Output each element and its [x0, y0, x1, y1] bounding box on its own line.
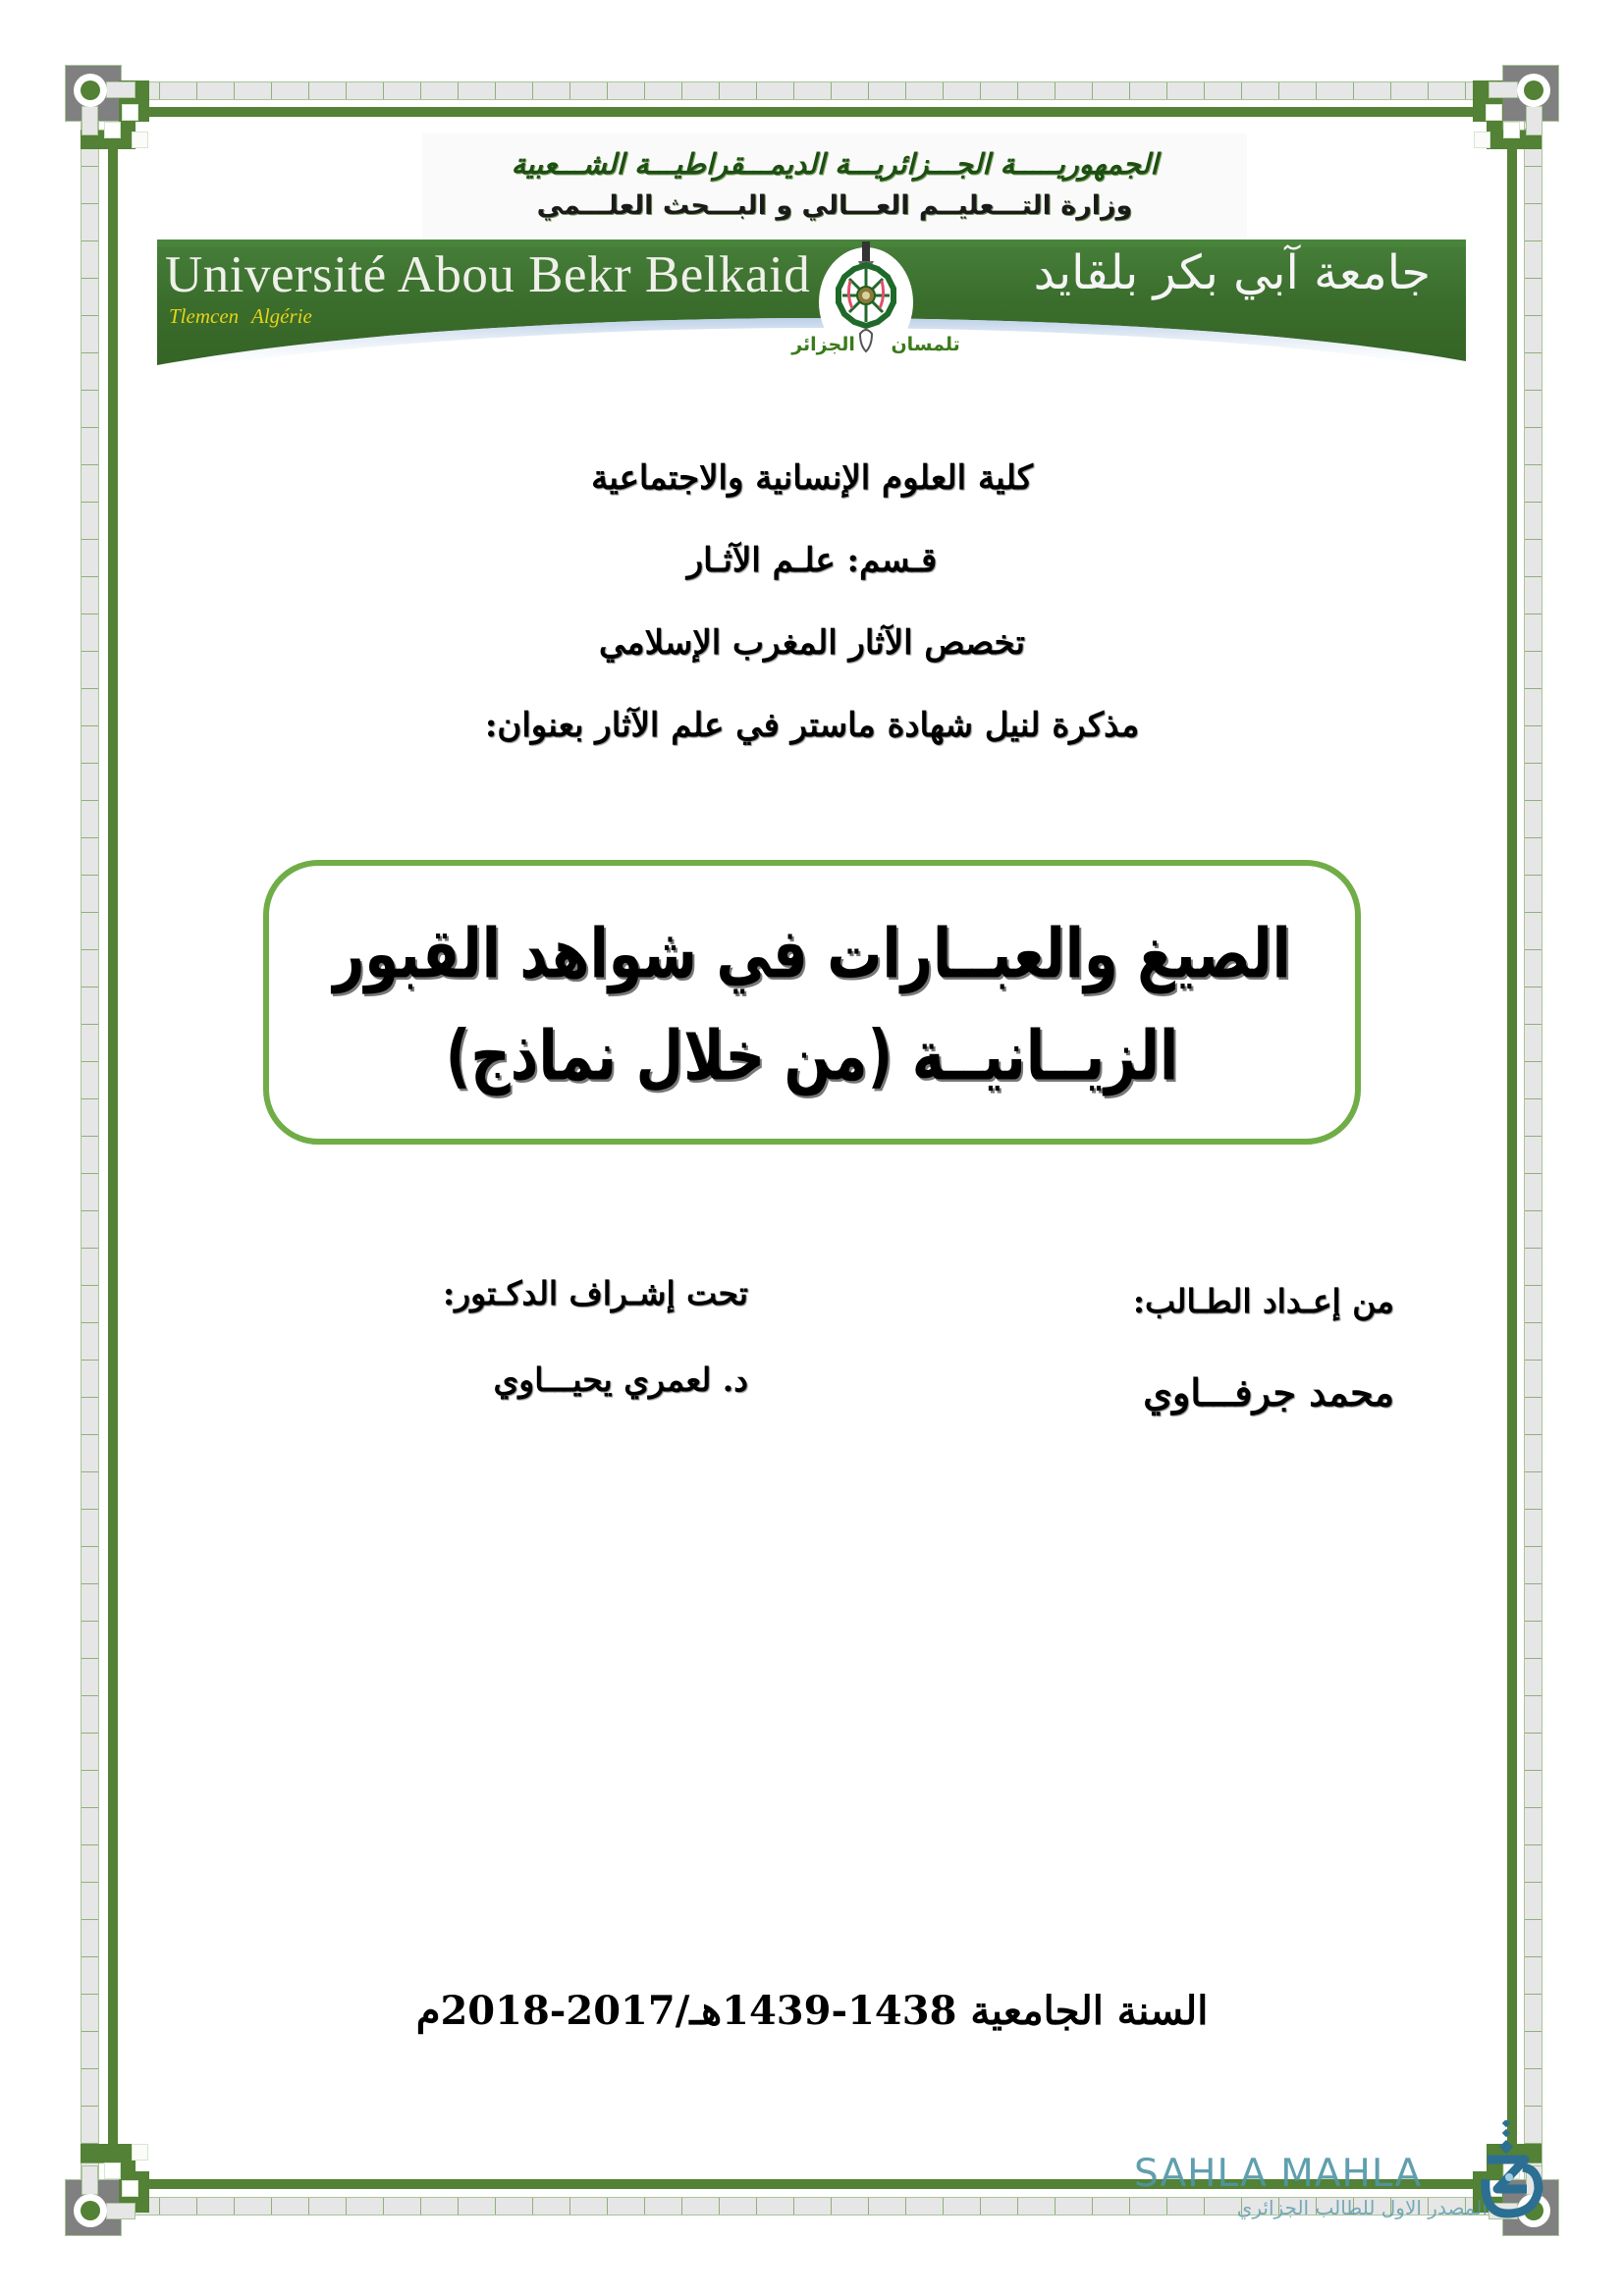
thesis-title-line-1: الصيغ والعبــارات في شواهد القبور	[333, 914, 1291, 994]
corner-dot-icon	[74, 2194, 107, 2227]
frame-right-strip	[1524, 122, 1543, 2181]
frame-corner-top-right	[1469, 65, 1559, 155]
university-location: Tlemcen Algérie	[169, 304, 312, 328]
faculty-name: كلية العلوم الإنسانية والاجتماعية	[591, 458, 1033, 498]
watermark-brand: SAHLA MAHLA	[1134, 2152, 1423, 2196]
thesis-title-line-2: الزيــانيــة (من خلال نماذج)	[445, 1016, 1179, 1096]
frame-left-line	[108, 135, 118, 2179]
frame-corner-bottom-left	[65, 2146, 155, 2236]
emblem-caption: تلمسان الجزائر	[791, 334, 960, 355]
corner-dot-icon	[1517, 74, 1550, 107]
thesis-title-box	[263, 860, 1361, 1145]
supervisor-label: تحت إشـراف الدكـتور:	[443, 1274, 748, 1312]
frame-left-strip	[81, 122, 99, 2181]
student-label: من إعـداد الطـالب:	[1132, 1282, 1394, 1320]
watermark-logo-icon	[1478, 2120, 1546, 2223]
student-name: محمد جرفـــاوي	[1143, 1370, 1394, 1415]
watermark-tagline: المصدر الاول للطالب الجزائري	[1236, 2196, 1488, 2219]
supervisor-name: د. لعمري يحيـــاوي	[493, 1361, 748, 1399]
frame-right-line	[1507, 135, 1517, 2179]
ministry-name: وزارة التـــعليــم العـــالي و البـــحث العلـــمي	[536, 190, 1133, 221]
academic-year: السنة الجامعية 1438-1439هـ/2017-2018م	[415, 1988, 1209, 2034]
frame-top-line	[135, 107, 1489, 117]
specialty-name: تخصص الآثار المغرب الإسلامي	[599, 623, 1025, 663]
government-header	[422, 133, 1247, 241]
university-name-french: Université Abou Bekr Belkaid	[165, 246, 811, 303]
corner-dot-icon	[74, 74, 107, 107]
republic-name: الجمهوريـــــة الجـــزائريـــة الديمـــقراطيـــة الشـــعبية	[511, 147, 1159, 181]
department-name: قـسم: علـم الآثـار	[686, 541, 938, 580]
frame-top-strip	[122, 81, 1502, 100]
thesis-intro: مذكرة لنيل شهادة ماستر في علم الآثار بعنوان:	[484, 706, 1140, 745]
university-name-arabic: جامعة آبي بكر بلقايد	[1033, 245, 1431, 300]
frame-corner-top-left	[65, 65, 155, 155]
